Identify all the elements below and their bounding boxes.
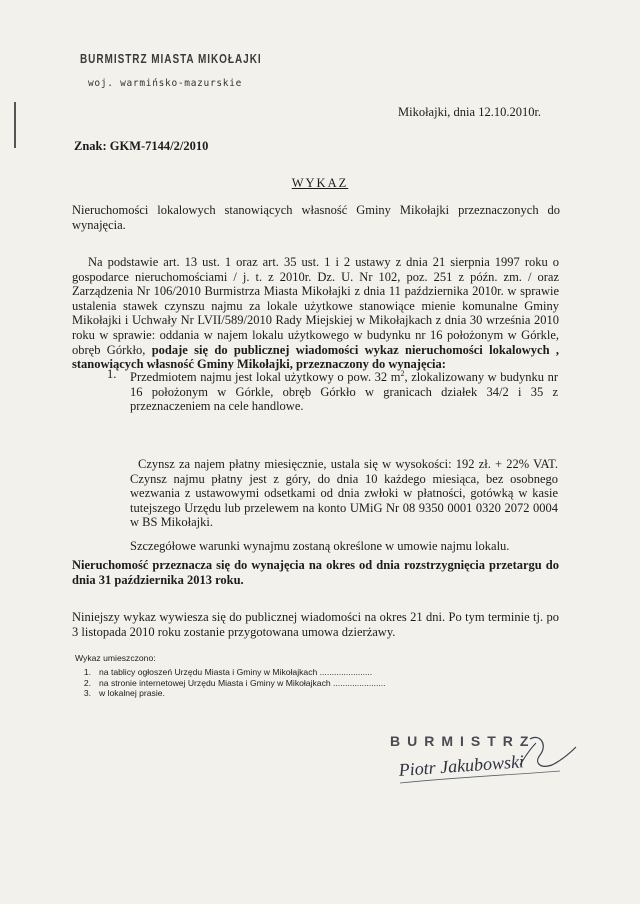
posting-item-text: na tablicy ogłoszeń Urzędu Miasta i Gminy w Mikołajkach ...................... [99,667,373,677]
item-text-before: Przedmiotem najmu jest lokal użytkowy o pow. 32 m [130,370,401,385]
margin-mark [14,102,16,148]
posting-item-number: 1. [83,667,91,677]
item-superscript: 2 [400,369,405,378]
reference-number: Znak: GKM-7144/2/2010 [74,139,209,153]
posting-item [75,667,386,678]
office-region: woj. warmińsko-mazurskie [88,78,243,89]
office-stamp: BURMISTRZ MIASTA MIKOŁAJKI [80,52,262,66]
intro-paragraph: Nieruchomości lokalowych stanowiących własność Gminy Mikołajki przeznaczonych do wynajęcia. [72,203,560,232]
posting-heading: Wykaz umieszczono: [75,653,156,663]
posting-item-number: 2. [83,677,91,688]
posting-item-number: 3. [83,688,91,698]
item-description [130,367,558,414]
posting-item-text: w lokalnej prasie. [99,688,165,698]
legal-basis-text: Na podstawie art. 13 ust. 1 oraz art. 35 ust. 1 i 2 ustawy z dnia 21 sierpnia 1997 roku o gospodarce nieruchomościami / j. t. z 2010r. Dz. U. Nr 102, poz. 251 z późn. zm. / oraz Zarządzenia Nr 106/2010 Burmistrza Miasta Mikołajki z dnia 11 października 2010r. w sprawie ustalenia stawek czynszu najmu za lokale użytkowe stanowiące mienie komunalne Gminy Mikołajki i Uchwały Nr LVII/589/2010 Rady Miejskiej w Mikołajkach z dnia 30 września 2010 roku w sprawie: oddania w najem lokalu użytkowego w budynku nr 16 położonym w Górkle, obręb Górkło, [72,255,559,357]
legal-basis-bold: podaje się do publicznej wiadomości wykaz nieruchomości lokalowych , stanowiących własność Gminy Mikołajki, przeznaczony do wynajęcia: [72,342,559,372]
item-number: 1. [107,367,117,381]
posting-item [75,678,386,689]
signatory-name: Piotr Jakubowski [398,751,525,780]
document-title: WYKAZ [291,176,349,190]
item-text-after: , zlokalizowany w budynku nr 16 położonym w Górkle, obręb Górkło w granicach działek 34/2 i 35 z przeznaczeniem na cele handlowe. [130,370,558,414]
place-date: Mikołajki, dnia 12.10.2010r. [398,105,542,119]
rent-paragraph: Czynsz za najem płatny miesięcznie, ustala się w wysokości: 192 zł. + 22% VAT. Czynsz najmu płatny jest z góry, do dnia 10 każdego miesiąca, bez osobnego wezwania z ustawowymi odsetkami od dnia zwłoki w płatności, gotówką w kasie tutejszego Urzędu lub przelewem na konto UMiG Nr 08 9350 0001 0320 2072 0004 w BS Mikołajki. [130,457,558,530]
posting-item [75,688,386,699]
signature-stamp-title: BURMISTRZ [390,733,536,749]
posting-list [75,667,386,699]
legal-basis-paragraph [72,255,559,372]
rental-period-paragraph: Nieruchomość przeznacza się do wynajęcia na okres od dnia rozstrzygnięcia przetargu do dnia 31 października 2013 roku. [72,558,559,587]
notice-paragraph: Niniejszy wykaz wywiesza się do publicznej wiadomości na okres 21 dni. Po tym terminie tj. po 3 listopada 2010 roku zostanie przygotowana umowa dzierżawy. [72,610,559,639]
terms-paragraph: Szczegółowe warunki wynajmu zostaną określone w umowie najmu lokalu. [130,539,510,553]
posting-item-text: na stronie internetowej Urzędu Miasta i Gminy w Mikołajkach ...................... [99,677,386,688]
